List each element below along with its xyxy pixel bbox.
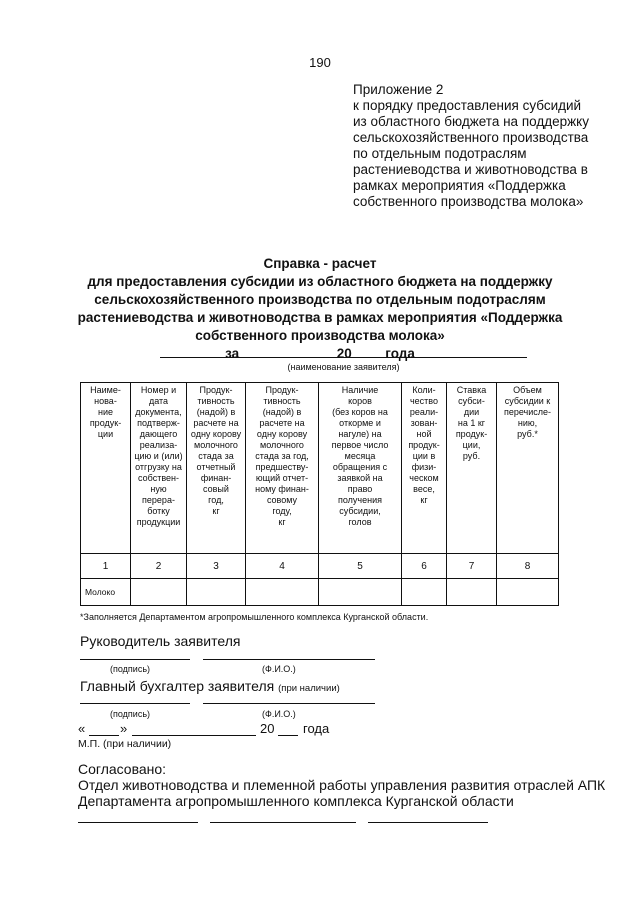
period-line [0, 345, 640, 363]
signature-caption: (подпись) [110, 709, 151, 719]
table-cell-product: Молоко [81, 579, 131, 606]
table-row [81, 579, 559, 606]
table-header-cell: Продук- тивность (надой) в расчете на одну корову молочного стада за отчетный финан- совый год, кг [187, 383, 246, 554]
appendix-line: сельскохозяйственного производства [353, 130, 589, 145]
column-number: 6 [402, 554, 447, 579]
table-cell[interactable] [319, 579, 402, 606]
accountant-title: Главный бухгалтер заявителя [80, 678, 275, 694]
date-year-blank[interactable] [278, 735, 298, 736]
table-cell[interactable] [497, 579, 559, 606]
table-header-cell: Продук- тивность (надой) в расчете на одну корову молочного стада за год, предшеству- ющий отчет- ному финан- совому году, кг [246, 383, 319, 554]
agreed-name-line[interactable] [368, 822, 488, 823]
column-number: 3 [187, 554, 246, 579]
appendix-line: рамках мероприятия «Поддержка [353, 178, 566, 193]
head-title: Руководитель заявителя [80, 633, 241, 649]
agreed-line: Отдел животноводства и племенной работы управления развития отраслей АПК [78, 777, 606, 793]
applicant-name-line [160, 357, 527, 358]
title-line: растениеводства и животноводства в рамках мероприятия «Поддержка [77, 310, 563, 325]
document-title [0, 255, 640, 363]
date-close-quote: » [120, 721, 128, 736]
column-number: 4 [246, 554, 319, 579]
date-month-blank[interactable] [132, 735, 256, 736]
calculation-table [80, 382, 559, 606]
signature-caption: (подпись) [110, 664, 151, 674]
column-number: 5 [319, 554, 402, 579]
column-number: 7 [447, 554, 497, 579]
table-cell[interactable] [447, 579, 497, 606]
head-signature-line[interactable] [80, 659, 190, 660]
date-year-prefix: 20 [260, 721, 275, 736]
title-line: для предоставления субсидии из областного бюджета на поддержку [87, 274, 553, 289]
name-caption: (Ф.И.О.) [262, 709, 296, 719]
table-cell[interactable] [187, 579, 246, 606]
column-number: 8 [497, 554, 559, 579]
accountant-name-line[interactable] [203, 703, 375, 704]
date-open-quote: « [78, 721, 86, 736]
period-prefix: за [225, 346, 240, 361]
accountant-note: (при наличии) [278, 683, 340, 694]
agreed-signature-line[interactable] [210, 822, 356, 823]
table-cell[interactable] [402, 579, 447, 606]
appendix-line: по отдельным подотраслям [353, 146, 527, 161]
table-header-cell: Коли- чество реали- зован- ной продук- ции в физи- ческом весе, кг [402, 383, 447, 554]
agreed-title: Согласовано: [78, 761, 167, 777]
stamp-note: М.П. (при наличии) [78, 738, 172, 750]
appendix-line: растениеводства и животноводства в [353, 162, 588, 177]
table-header-cell: Наиме- нова- ние продук- ции [81, 383, 131, 554]
appendix-line: Приложение 2 [353, 82, 444, 97]
column-number: 1 [81, 554, 131, 579]
appendix-line: собственного производства молока» [353, 194, 584, 209]
head-name-line[interactable] [203, 659, 375, 660]
accountant-title-line [80, 678, 340, 694]
date-day-blank[interactable] [89, 735, 119, 736]
period-year-prefix: 20 [336, 346, 352, 361]
title-line: собственного производства молока» [195, 328, 445, 343]
title-line: сельскохозяйственного производства по отдельным подотраслям [94, 292, 546, 307]
title-line: Справка - расчет [263, 256, 377, 271]
table-cell[interactable] [246, 579, 319, 606]
date-suffix: года [303, 721, 330, 736]
appendix-line: к порядку предоставления субсидий [353, 98, 582, 113]
table-header-cell: Ставка субси- дии на 1 кг продук- ции, руб. [447, 383, 497, 554]
table-header-cell: Наличие коров (без коров на откорме и нагуле) на первое число месяца обращения с заявкой на право получения субсидии, голов [319, 383, 402, 554]
agreed-line: Департамента агропромышленного комплекса Курганской области [78, 793, 514, 809]
table-cell[interactable] [131, 579, 187, 606]
agreed-position-line[interactable] [78, 822, 198, 823]
accountant-signature-line[interactable] [80, 703, 190, 704]
applicant-name-caption: (наименование заявителя) [287, 362, 400, 372]
table-header-cell: Объем субсидии к перечисле- нию, руб.* [497, 383, 559, 554]
table-header-cell: Номер и дата документа, подтверж- дающего реализа- цию и (или) отгрузку на собствен- ную перера- ботку продукции [131, 383, 187, 554]
footnote: *Заполняется Департаментом агропромышленного комплекса Курганской области. [80, 612, 429, 622]
column-number: 2 [131, 554, 187, 579]
page-number: 190 [309, 55, 331, 70]
period-suffix: года [385, 346, 415, 361]
appendix-line: из областного бюджета на поддержку [353, 114, 589, 129]
name-caption: (Ф.И.О.) [262, 664, 296, 674]
appendix-block [353, 82, 589, 210]
